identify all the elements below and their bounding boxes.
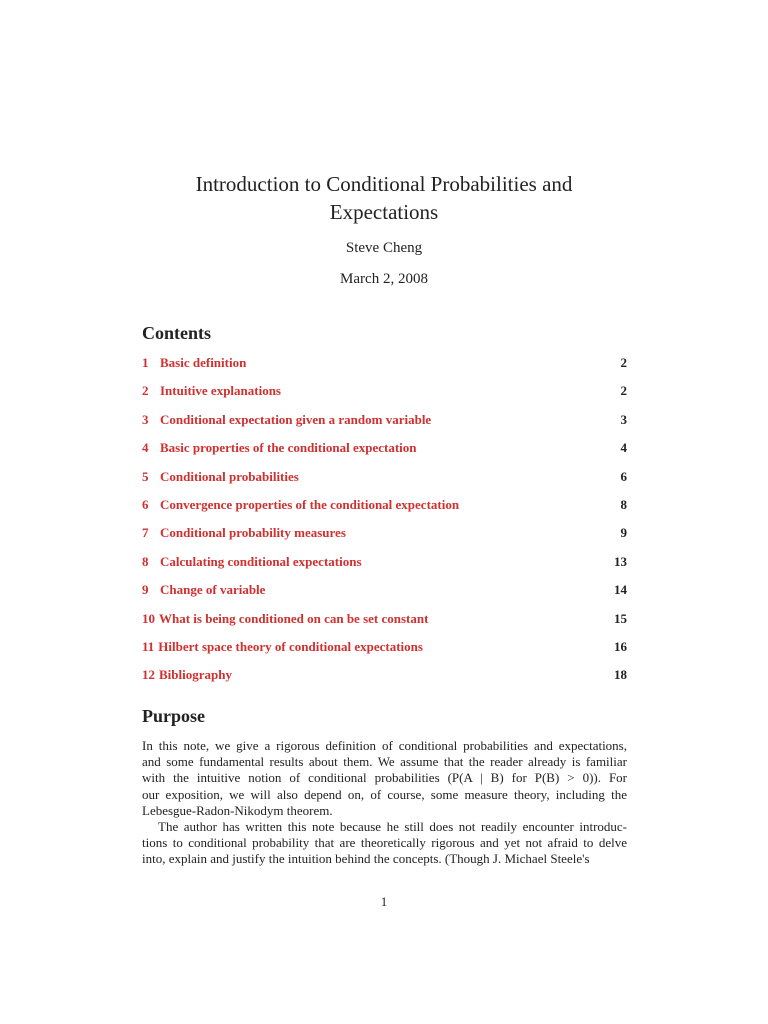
toc-entry-label: Basic definition (160, 355, 247, 370)
table-of-contents (142, 354, 627, 695)
toc-entry-title (142, 496, 459, 524)
toc-entry[interactable] (142, 553, 627, 581)
document-title (0, 170, 768, 226)
paragraph-line: and some fundamental results about them. We assume that the reader already is familiar (142, 754, 627, 770)
toc-entry-number: 9 (142, 582, 149, 598)
toc-entry-number: 2 (142, 383, 149, 399)
toc-entry-title (142, 468, 299, 496)
paragraph-line: Lebesgue-Radon-Nikodym theorem. (142, 802, 333, 818)
toc-entry[interactable] (142, 354, 627, 382)
toc-entry-label: What is being conditioned on can be set constant (159, 610, 429, 626)
toc-entry[interactable] (142, 496, 627, 524)
toc-entry-label: Convergence properties of the conditional expectation (160, 496, 460, 512)
toc-entry-title (142, 553, 362, 581)
toc-entry-title (142, 610, 428, 638)
toc-entry-title (142, 581, 265, 609)
toc-entry-page: 16 (614, 638, 627, 654)
toc-entry-label: Conditional expectation given a random variable (160, 411, 432, 427)
toc-entry-title (142, 439, 417, 467)
toc-entry-label: Change of variable (160, 582, 266, 598)
toc-entry-label: Hilbert space theory of conditional expectations (158, 638, 423, 654)
toc-entry-label: Basic properties of the conditional expectation (160, 440, 417, 456)
toc-entry-number: 5 (142, 468, 149, 484)
toc-entry-number: 3 (142, 411, 149, 427)
paragraph-line: into, explain and justify the intuition behind the concepts. (Though J. Michael Steele's (142, 851, 590, 867)
paragraph-line: tions to conditional probability that are theoretically rigorous and yet not afraid to delve (142, 835, 627, 851)
toc-entry[interactable] (142, 638, 627, 666)
title-line: Introduction to Conditional Probabilities and (195, 172, 573, 196)
toc-entry-number: 10 (142, 610, 155, 626)
paragraph-line: with the intuitive notion of conditional probabilities (P(A | B) for P(B) > 0)). For (142, 770, 627, 786)
toc-entry-page: 15 (614, 610, 627, 626)
contents-heading: Contents (142, 323, 212, 343)
toc-entry-number: 6 (142, 496, 149, 512)
toc-entry[interactable] (142, 581, 627, 609)
paragraph-line: our exposition, we will also depend on, of course, some measure theory, including the (142, 786, 627, 802)
toc-entry[interactable] (142, 468, 627, 496)
page-number: 1 (380, 894, 388, 909)
toc-entry-title (142, 354, 246, 382)
toc-entry-label: Bibliography (159, 667, 232, 683)
paragraph-line: In this note, we give a rigorous definition of conditional probabilities and expectations, (142, 738, 627, 753)
author: Steve Cheng (345, 240, 423, 256)
toc-entry-number: 8 (142, 553, 149, 569)
paragraph-line: The author has written this note because he still does not readily encounter introduc- (158, 819, 627, 835)
toc-entry-number: 7 (142, 525, 149, 541)
toc-entry-label: Conditional probabilities (160, 468, 299, 484)
toc-entry-number: 12 (142, 667, 155, 683)
toc-entry[interactable] (142, 411, 627, 439)
purpose-paragraph (142, 738, 627, 868)
toc-entry-page: 13 (614, 553, 627, 569)
toc-entry-page: 2 (620, 383, 627, 399)
toc-entry[interactable] (142, 610, 627, 638)
toc-entry-number: 1 (142, 355, 149, 370)
toc-entry-page: 8 (620, 496, 627, 512)
toc-entry-page: 4 (620, 440, 627, 456)
toc-entry-number: 11 (142, 638, 155, 654)
toc-entry[interactable] (142, 382, 627, 410)
toc-entry-title (142, 666, 232, 694)
toc-entry-page: 14 (614, 582, 627, 598)
toc-entry-page: 18 (614, 667, 627, 683)
toc-entry[interactable] (142, 439, 627, 467)
toc-entry-page: 2 (620, 355, 627, 370)
toc-entry-title (142, 382, 281, 410)
toc-entry-label: Intuitive explanations (160, 383, 281, 399)
toc-entry-page: 3 (620, 411, 627, 427)
toc-entry-label: Conditional probability measures (160, 525, 346, 541)
toc-entry-number: 4 (142, 440, 149, 456)
purpose-heading: Purpose (142, 706, 205, 726)
toc-entry[interactable] (142, 666, 627, 694)
title-line: Expectations (329, 200, 439, 224)
toc-entry-title (142, 638, 423, 666)
toc-entry-page: 6 (620, 468, 627, 484)
toc-entry-title (142, 524, 346, 552)
date: March 2, 2008 (340, 271, 428, 287)
toc-entry-label: Calculating conditional expectations (160, 553, 362, 569)
toc-entry-page: 9 (620, 525, 627, 541)
toc-entry-title (142, 411, 431, 439)
toc-entry[interactable] (142, 524, 627, 552)
